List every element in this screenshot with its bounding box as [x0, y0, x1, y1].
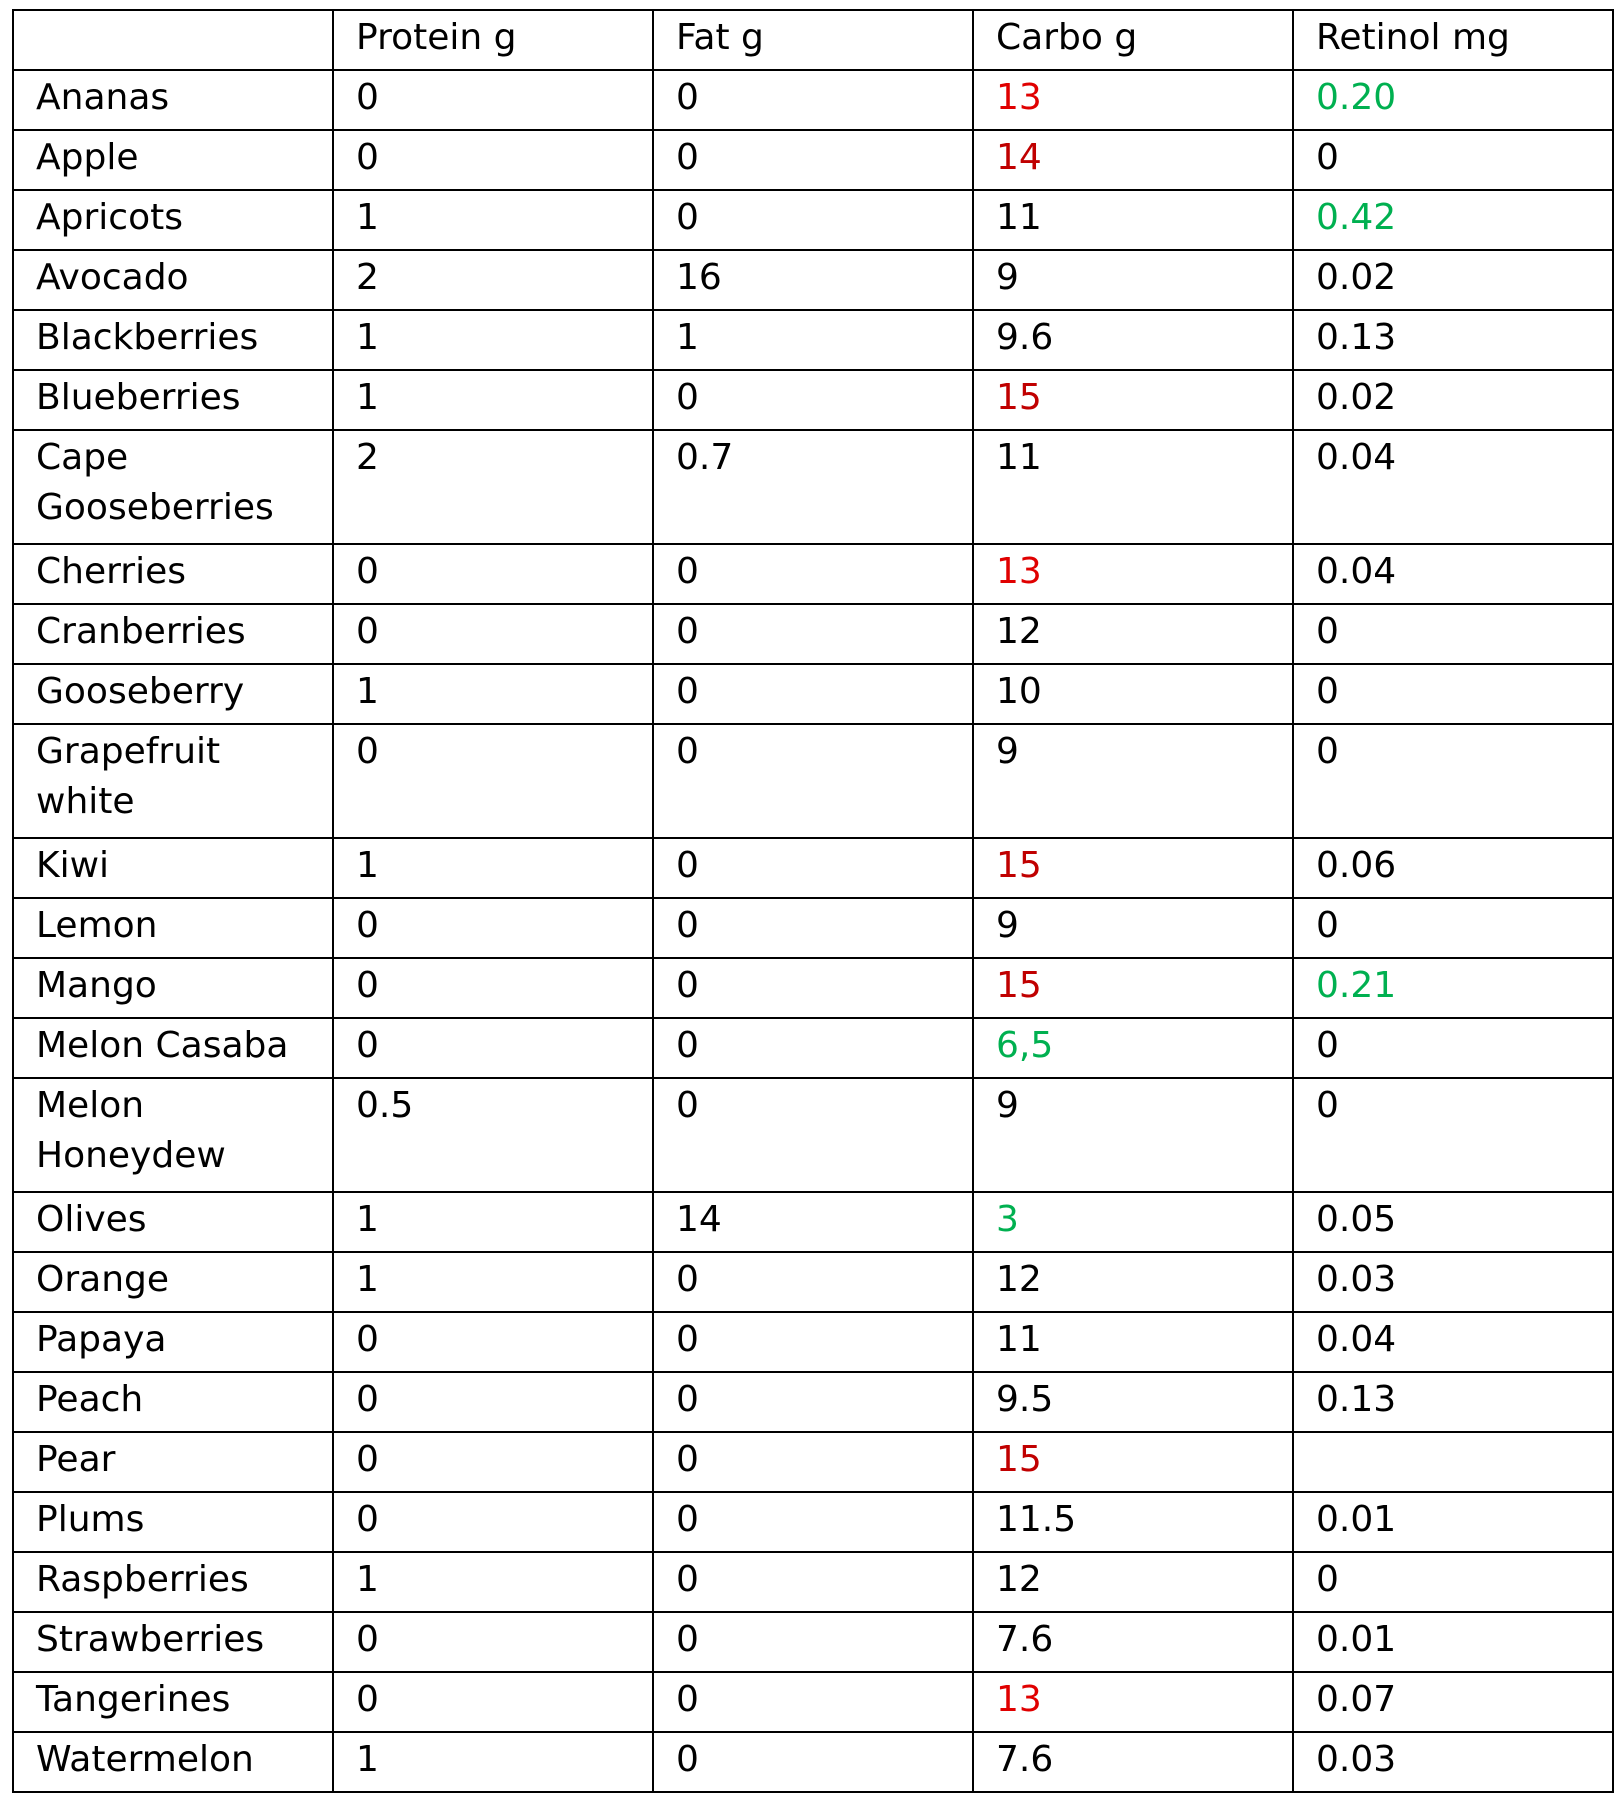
cell-carbo: 12	[973, 1552, 1293, 1612]
cell-protein: 0	[333, 1312, 653, 1372]
cell-protein: 0	[333, 70, 653, 130]
cell-carbo: 12	[973, 604, 1293, 664]
cell-fat: 0	[653, 130, 973, 190]
cell-retinol: 0.01	[1293, 1492, 1613, 1552]
cell-carbo: 3	[973, 1192, 1293, 1252]
cell-carbo: 15	[973, 958, 1293, 1018]
cell-carbo: 11	[973, 190, 1293, 250]
cell-fat: 0	[653, 1552, 973, 1612]
cell-fat: 0	[653, 1432, 973, 1492]
table-row	[13, 1612, 1613, 1672]
cell-fat: 0	[653, 898, 973, 958]
cell-protein: 0	[333, 1612, 653, 1672]
cell-carbo: 12	[973, 1252, 1293, 1312]
cell-fat: 0	[653, 664, 973, 724]
cell-carbo: 9	[973, 898, 1293, 958]
cell-carbo: 11	[973, 1312, 1293, 1372]
cell-protein: 0	[333, 544, 653, 604]
table-row	[13, 1078, 1613, 1192]
cell-fat: 1	[653, 310, 973, 370]
cell-fat: 0	[653, 838, 973, 898]
cell-carbo: 6,5	[973, 1018, 1293, 1078]
cell-fat: 0	[653, 190, 973, 250]
cell-retinol: 0.04	[1293, 1312, 1613, 1372]
cell-retinol	[1293, 1432, 1613, 1492]
cell-carbo: 10	[973, 664, 1293, 724]
table-row	[13, 190, 1613, 250]
cell-protein: 2	[333, 430, 653, 544]
table-row	[13, 370, 1613, 430]
cell-fruit-name: Raspberries	[13, 1552, 333, 1612]
cell-protein: 1	[333, 1732, 653, 1792]
cell-fat: 0	[653, 1372, 973, 1432]
cell-protein: 0	[333, 1372, 653, 1432]
cell-protein: 2	[333, 250, 653, 310]
cell-fruit-name: Gooseberry	[13, 664, 333, 724]
table-row	[13, 1732, 1613, 1792]
header-cell-fat: Fat g	[653, 10, 973, 70]
cell-retinol: 0.20	[1293, 70, 1613, 130]
cell-fruit-name: Cape Gooseberries	[13, 430, 333, 544]
cell-carbo: 7.6	[973, 1732, 1293, 1792]
table-row	[13, 430, 1613, 544]
cell-fruit-name: Plums	[13, 1492, 333, 1552]
cell-protein: 1	[333, 370, 653, 430]
cell-fruit-name: Blackberries	[13, 310, 333, 370]
cell-retinol: 0.06	[1293, 838, 1613, 898]
cell-protein: 0	[333, 724, 653, 838]
cell-fruit-name: Apricots	[13, 190, 333, 250]
cell-retinol: 0	[1293, 724, 1613, 838]
cell-fruit-name: Orange	[13, 1252, 333, 1312]
table-row	[13, 544, 1613, 604]
table-row	[13, 1492, 1613, 1552]
cell-retinol: 0.02	[1293, 370, 1613, 430]
cell-fat: 0	[653, 370, 973, 430]
cell-fat: 0	[653, 1492, 973, 1552]
table-row	[13, 838, 1613, 898]
cell-protein: 1	[333, 190, 653, 250]
table-row	[13, 1192, 1613, 1252]
cell-retinol: 0	[1293, 604, 1613, 664]
cell-fat: 0	[653, 1672, 973, 1732]
table-row	[13, 1312, 1613, 1372]
table-row	[13, 310, 1613, 370]
cell-protein: 0	[333, 958, 653, 1018]
cell-retinol: 0.03	[1293, 1252, 1613, 1312]
cell-fruit-name: Blueberries	[13, 370, 333, 430]
cell-carbo: 9	[973, 1078, 1293, 1192]
cell-protein: 1	[333, 1552, 653, 1612]
header-cell-retinol: Retinol mg	[1293, 10, 1613, 70]
cell-protein: 0	[333, 130, 653, 190]
header-cell-carbo: Carbo g	[973, 10, 1293, 70]
cell-carbo: 13	[973, 1672, 1293, 1732]
cell-fruit-name: Olives	[13, 1192, 333, 1252]
table-row	[13, 1018, 1613, 1078]
cell-protein: 1	[333, 310, 653, 370]
cell-retinol: 0.07	[1293, 1672, 1613, 1732]
cell-fruit-name: Apple	[13, 130, 333, 190]
cell-fruit-name: Peach	[13, 1372, 333, 1432]
cell-fruit-name: Cranberries	[13, 604, 333, 664]
cell-protein: 1	[333, 838, 653, 898]
cell-protein: 1	[333, 1252, 653, 1312]
table-row	[13, 70, 1613, 130]
cell-carbo: 7.6	[973, 1612, 1293, 1672]
cell-fruit-name: Cherries	[13, 544, 333, 604]
cell-protein: 0	[333, 604, 653, 664]
cell-fruit-name: Tangerines	[13, 1672, 333, 1732]
table-row	[13, 250, 1613, 310]
cell-carbo: 11.5	[973, 1492, 1293, 1552]
table-row	[13, 664, 1613, 724]
table-row	[13, 1672, 1613, 1732]
cell-fat: 0	[653, 724, 973, 838]
cell-fruit-name: Watermelon	[13, 1732, 333, 1792]
cell-retinol: 0	[1293, 1078, 1613, 1192]
cell-retinol: 0.13	[1293, 1372, 1613, 1432]
cell-protein: 1	[333, 1192, 653, 1252]
table-row	[13, 1252, 1613, 1312]
cell-retinol: 0	[1293, 130, 1613, 190]
cell-fat: 0	[653, 1312, 973, 1372]
cell-carbo: 14	[973, 130, 1293, 190]
cell-retinol: 0.03	[1293, 1732, 1613, 1792]
cell-fat: 0	[653, 1018, 973, 1078]
cell-fruit-name: Avocado	[13, 250, 333, 310]
cell-protein: 0	[333, 1672, 653, 1732]
cell-protein: 1	[333, 664, 653, 724]
header-row	[13, 10, 1613, 70]
cell-carbo: 15	[973, 1432, 1293, 1492]
cell-carbo: 9.6	[973, 310, 1293, 370]
table-row	[13, 1552, 1613, 1612]
table-row	[13, 604, 1613, 664]
fruit-nutrition-table	[12, 9, 1614, 1793]
cell-carbo: 13	[973, 70, 1293, 130]
cell-fat: 0	[653, 70, 973, 130]
cell-protein: 0	[333, 898, 653, 958]
cell-fruit-name: Grapefruit white	[13, 724, 333, 838]
cell-retinol: 0.04	[1293, 430, 1613, 544]
cell-fat: 0	[653, 1612, 973, 1672]
table-row	[13, 1372, 1613, 1432]
table-row	[13, 898, 1613, 958]
cell-retinol: 0.42	[1293, 190, 1613, 250]
cell-carbo: 15	[973, 838, 1293, 898]
table-row	[13, 1432, 1613, 1492]
cell-fat: 0	[653, 1732, 973, 1792]
cell-retinol: 0	[1293, 1018, 1613, 1078]
cell-fat: 16	[653, 250, 973, 310]
cell-retinol: 0	[1293, 898, 1613, 958]
cell-fruit-name: Pear	[13, 1432, 333, 1492]
cell-fat: 0	[653, 1252, 973, 1312]
cell-fat: 14	[653, 1192, 973, 1252]
cell-fruit-name: Lemon	[13, 898, 333, 958]
cell-retinol: 0.13	[1293, 310, 1613, 370]
cell-fat: 0	[653, 958, 973, 1018]
cell-carbo: 9	[973, 724, 1293, 838]
cell-retinol: 0	[1293, 664, 1613, 724]
cell-retinol: 0.02	[1293, 250, 1613, 310]
cell-protein: 0	[333, 1492, 653, 1552]
cell-carbo: 15	[973, 370, 1293, 430]
cell-retinol: 0.05	[1293, 1192, 1613, 1252]
cell-fat: 0	[653, 1078, 973, 1192]
cell-fruit-name: Mango	[13, 958, 333, 1018]
cell-protein: 0	[333, 1018, 653, 1078]
cell-fruit-name: Ananas	[13, 70, 333, 130]
table-row	[13, 130, 1613, 190]
cell-fruit-name: Kiwi	[13, 838, 333, 898]
cell-protein: 0	[333, 1432, 653, 1492]
cell-carbo: 9	[973, 250, 1293, 310]
cell-fat: 0.7	[653, 430, 973, 544]
cell-fruit-name: Melon Casaba	[13, 1018, 333, 1078]
cell-carbo: 11	[973, 430, 1293, 544]
cell-fruit-name: Strawberries	[13, 1612, 333, 1672]
cell-fruit-name: Papaya	[13, 1312, 333, 1372]
cell-carbo: 13	[973, 544, 1293, 604]
cell-carbo: 9.5	[973, 1372, 1293, 1432]
cell-retinol: 0	[1293, 1552, 1613, 1612]
table-row	[13, 724, 1613, 838]
cell-retinol: 0.21	[1293, 958, 1613, 1018]
cell-retinol: 0.01	[1293, 1612, 1613, 1672]
table-row	[13, 958, 1613, 1018]
cell-fruit-name: Melon Honeydew	[13, 1078, 333, 1192]
cell-fat: 0	[653, 544, 973, 604]
header-cell-protein: Protein g	[333, 10, 653, 70]
cell-fat: 0	[653, 604, 973, 664]
header-cell-name	[13, 10, 333, 70]
cell-protein: 0.5	[333, 1078, 653, 1192]
cell-retinol: 0.04	[1293, 544, 1613, 604]
